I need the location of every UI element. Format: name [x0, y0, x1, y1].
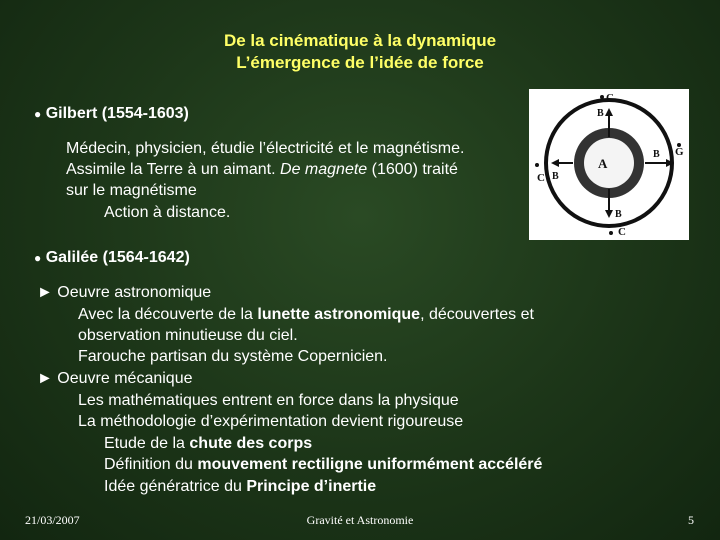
meca-line-4: Définition du mouvement rectiligne uniformément accéléré: [104, 456, 543, 473]
gilbert-line-1: Médecin, physicien, étudie l’électricité et le magnétisme.: [66, 140, 465, 157]
footer-title: Gravité et Astronomie: [306, 513, 414, 527]
gilbert-line-3: sur le magnétisme: [66, 182, 197, 199]
arrow-bottom: [605, 210, 613, 218]
mouvement-rectiligne: mouvement rectiligne uniformément accéléré: [197, 456, 543, 473]
title-line-2: L’émergence de l’idée de force: [236, 53, 484, 72]
gilbert-line-2: Assimile la Terre à un aimant. De magnete (1600) traité: [66, 161, 458, 178]
terrella-figure: [529, 89, 689, 240]
slide-title: [0, 30, 720, 74]
astro-heading: ► Oeuvre astronomique: [37, 284, 212, 301]
gilbert-line-4: Action à distance.: [104, 204, 231, 221]
arrow-top: [605, 108, 613, 116]
astro-line-1: Avec la découverte de la lunette astronomique, découvertes et: [78, 306, 534, 323]
label-top-b: B: [597, 108, 604, 119]
chute-des-corps: chute des corps: [189, 435, 313, 452]
triangle-right-icon: ►: [37, 284, 53, 301]
meca-heading: ► Oeuvre mécanique: [37, 370, 193, 387]
earth-core: [584, 138, 634, 188]
label-right-g: G: [675, 146, 684, 158]
meca-line-1: Les mathématiques entrent en force dans la physique: [78, 392, 459, 409]
terrella-diagram: [529, 89, 689, 240]
de-magnete-title: De magnete: [280, 161, 368, 178]
principe-inertie: Principe d’inertie: [246, 478, 377, 495]
lunette-astronomique: lunette astronomique: [257, 306, 421, 323]
astro-line-2: observation minutieuse du ciel.: [78, 327, 298, 344]
label-left-c: C: [537, 172, 545, 184]
label-left-b: B: [552, 171, 559, 182]
label-top-c: C: [606, 92, 614, 104]
bullet-icon: ●: [34, 251, 42, 265]
meca-line-3: Etude de la chute des corps: [104, 435, 313, 452]
label-right-b: B: [653, 149, 660, 160]
galilee-heading-text: Galilée (1564-1642): [45, 249, 190, 266]
triangle-right-icon: ►: [37, 370, 53, 387]
footer-date: 21/03/2007: [25, 513, 80, 527]
page-number: 5: [688, 513, 694, 527]
gilbert-heading-text: Gilbert (1554-1603): [45, 105, 189, 122]
arrow-left: [551, 159, 559, 167]
title-line-1: De la cinématique à la dynamique: [223, 31, 497, 50]
galilee-heading: [34, 249, 190, 267]
meca-line-5: Idée génératrice du Principe d’inertie: [104, 478, 377, 495]
astro-line-3: Farouche partisan du système Copernicien.: [78, 348, 388, 365]
label-center-a: A: [598, 156, 608, 171]
bullet-icon: ●: [34, 107, 42, 121]
label-bottom-c: C: [618, 226, 626, 238]
gilbert-heading: [34, 105, 189, 123]
label-bottom-b: B: [615, 209, 622, 220]
meca-line-2: La méthodologie d’expérimentation devient rigoureuse: [78, 413, 464, 430]
